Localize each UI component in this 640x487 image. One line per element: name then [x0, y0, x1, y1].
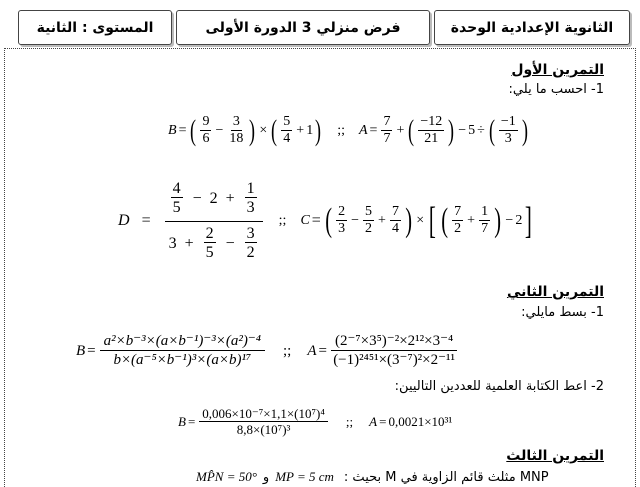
frac: $\frac{5}{4}$ — [283, 114, 291, 146]
frac: $\frac{-1}{3}$ — [500, 114, 516, 146]
ex1-line1: B = ( $\frac{9}{6}$ − $\frac{3}{18}$ ) × ( $\frac{5}{4}$ + 1 ) ;; A = $\frac{7}{7}$ + ( $\frac{-12}{21}$ ) − 5 ÷ ( $\frac{-1}{3}$ ) — [168, 114, 528, 147]
b2-fraction: $\frac{\text{0,006×10⁻⁷×1,1×(10⁷)⁴}}{\text{8,8×(10⁷)³}}$ — [199, 407, 328, 438]
d-name: D — [118, 212, 130, 229]
b1-fraction: $\frac{\text{a²×b⁻³×(a×b⁻¹)⁻³×(a²)⁻⁴}}{\text{b×(a⁻⁵×b⁻¹)³×(a×b)¹⁷}}$ — [100, 333, 265, 369]
a1-fraction: $\frac{\text{(2⁻⁷×3⁵)⁻²×2¹²×3⁻⁴}}{\text{(−1)²⁴⁵¹×(3⁻⁷)²×2⁻¹¹}}$ — [331, 333, 457, 369]
school-box — [434, 10, 630, 45]
b-name: B — [168, 123, 177, 138]
frac: $\frac{9}{6}$ — [202, 114, 210, 146]
d-fraction: $\frac{4}{5}$ − 2 + $\frac{1}{3}$ 3 + $\frac{2}{5}$ − $\frac{3}{2}$ — [165, 180, 263, 263]
level-label: المستوى : الثانية — [36, 19, 154, 36]
ex2-q1: 1- بسط مايلي: — [521, 305, 604, 320]
level-box — [18, 10, 172, 45]
frac: $\frac{3}{18}$ — [229, 114, 244, 146]
assignment-box — [176, 10, 430, 45]
ex1-title: التمرين الأول — [511, 62, 604, 78]
frac: $\frac{-12}{21}$ — [420, 114, 443, 146]
ex2-title: التمرين الثاني — [506, 284, 604, 300]
angle-condition: MP̂N = 50° — [196, 469, 257, 484]
ex2-q2: 2- اعط الكتابة العلمية للعددين التاليين: — [394, 379, 604, 394]
triangle-statement: MNP مثلث قائم الزاوية في M بحيث : — [343, 469, 549, 485]
a2-name: A — [369, 414, 378, 429]
ex1-q1: 1- احسب ما يلي: — [508, 82, 604, 97]
ex2-line1: B = $\frac{\text{a²×b⁻³×(a×b⁻¹)⁻³×(a²)⁻⁴}}{\text{b×(a⁻⁵×b⁻¹)³×(a×b)¹⁷}}$ ;; A = $\frac{\text{(2⁻⁷×3⁵)⁻²×2¹²×3⁻⁴}}{\text{(−1)²⁴⁵¹×(3⁻⁷)²×2⁻¹¹}}$ — [76, 325, 459, 377]
b1-name: B — [76, 342, 86, 359]
a2-expr: 0,0021×10³¹ — [388, 414, 453, 429]
ex2-line2: B = $\frac{\text{0,006×10⁻⁷×1,1×(10⁷)⁴}}{\text{8,8×(10⁷)³}}$ ;; A = 0,0021×10³¹ — [178, 405, 453, 437]
ex3-title: التمرين الثالث — [506, 448, 604, 464]
a-name: A — [358, 123, 368, 138]
b2-name: B — [178, 414, 186, 429]
assignment-title: فرض منزلي 3 الدورة الأولى — [205, 19, 401, 36]
frac: $\frac{7}{7}$ — [383, 114, 391, 146]
length-condition: MP = 5 cm — [275, 469, 334, 484]
ex1-line2: D = $\frac{4}{5}$ − 2 + $\frac{1}{3}$ 3 + $\frac{2}{5}$ − $\frac{3}{2}$ ;; C = ( $\frac{2}{3}$ − $\frac{5}{2}$ + $\frac{7}{4}$ ) × [ ( $\frac{7}{2}$ + $\frac{1}{7}$ ) − 2 ] — [118, 179, 533, 262]
c-name: C — [300, 213, 310, 228]
ex3-line — [196, 468, 549, 486]
school-name: الثانوية الإعدادية الوحدة — [450, 19, 614, 36]
a1-name: A — [307, 342, 317, 359]
and-word: و — [262, 469, 270, 485]
